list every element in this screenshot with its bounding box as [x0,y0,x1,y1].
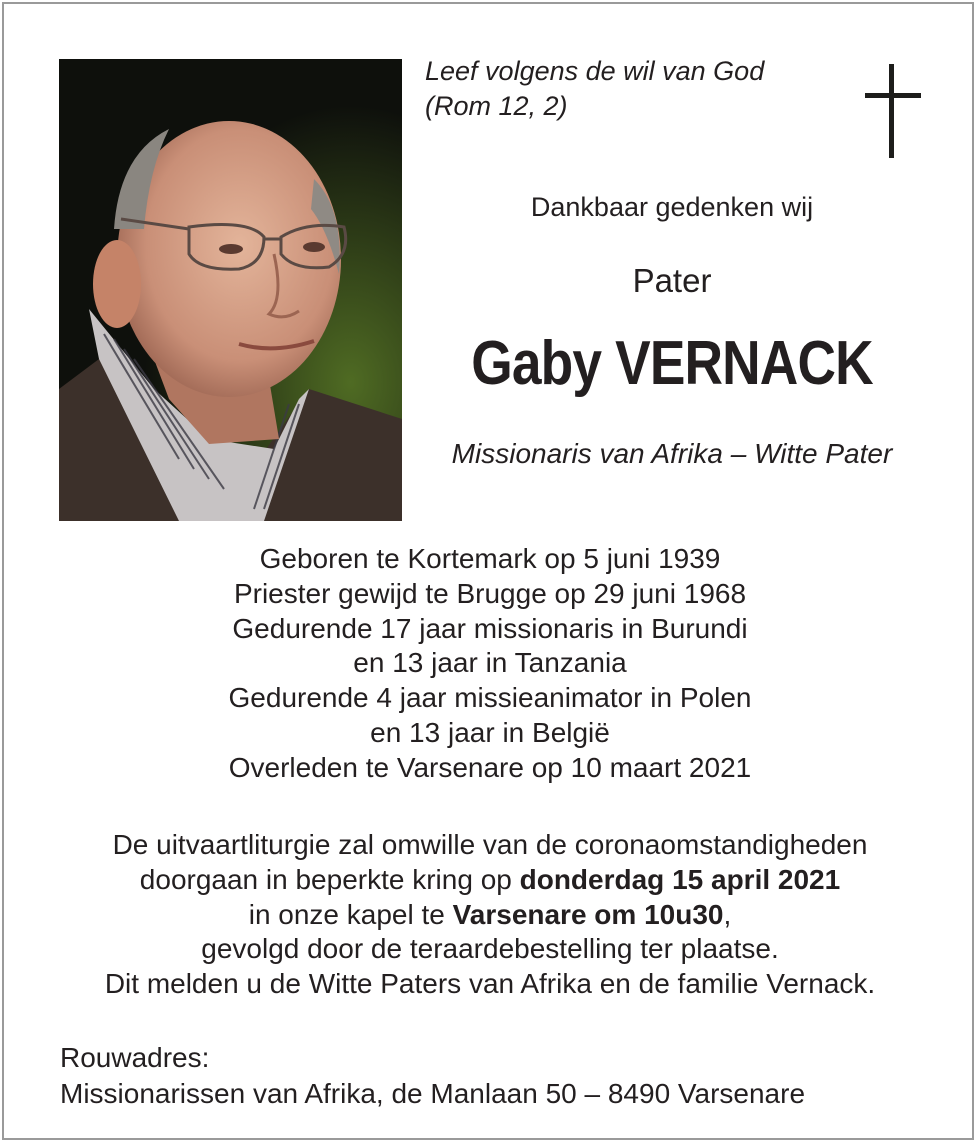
address-label: Rouwadres: [60,1042,210,1073]
deceased-name: Gaby VERNACK [471,329,873,398]
deceased-role: Missionaris van Afrika – Witte Pater [451,438,893,469]
bio-line: en 13 jaar in Tanzania [353,647,627,679]
intro-text: Dankbaar gedenken wij [530,192,814,222]
funeral-line: gevolgd door de teraardebestelling ter plaatse. [201,933,779,965]
mourning-address [60,1040,805,1112]
cross-icon [865,64,921,158]
verse-line: Leef volgens de wil van God [425,56,765,86]
bible-verse [425,54,764,124]
bio-line: en 13 jaar in België [370,716,610,748]
bio-line: Priester gewijd te Brugge op 29 juni 1968 [233,577,747,609]
funeral-line: De uitvaartliturgie zal omwille van de coronaomstandigheden [112,829,868,860]
bio-line: Gedurende 4 jaar missieanimator in Polen [228,682,752,714]
funeral-location-time: Varsenare om 10u30 [452,898,724,930]
verse-reference: (Rom 12, 2) [425,91,568,121]
bio-line: Overleden te Varsenare op 10 maart 2021 [228,751,752,783]
bio-line: Gedurende 17 jaar missionaris in Burundi [232,612,748,644]
biography [0,542,980,786]
funeral-date: donderdag 15 april 2021 [519,863,841,895]
bio-line: Geboren te Kortemark op 5 juni 1939 [259,543,721,574]
portrait-photo [59,59,402,521]
funeral-notice [0,828,980,1002]
funeral-line: Dit melden u de Witte Paters van Afrika en de familie Vernack. [104,968,876,1000]
address-value: Missionarissen van Afrika, de Manlaan 50 – 8490 Varsenare [60,1078,806,1109]
funeral-line: doorgaan in beperkte kring op donderdag 15 april 2021 [139,863,841,895]
funeral-line: in onze kapel te Varsenare om 10u30, [248,898,732,930]
deceased-title: Pater [632,262,712,299]
